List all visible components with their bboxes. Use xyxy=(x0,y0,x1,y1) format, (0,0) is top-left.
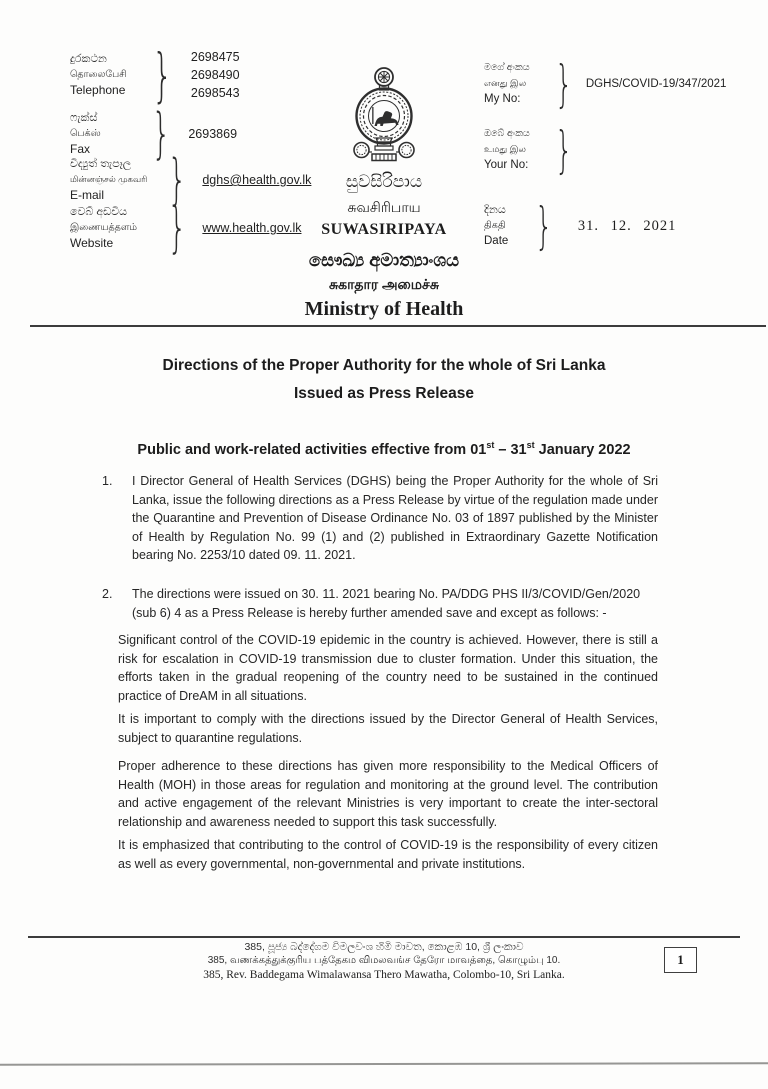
document-subtitle: Public and work-related activities effective from 01st – 31st January 2022 xyxy=(137,440,631,458)
ministry-name-tamil: சுகாதார அமைச்சு xyxy=(329,276,439,292)
brace-glyph: } xyxy=(555,55,573,113)
header-divider xyxy=(30,325,766,327)
telephone-block xyxy=(70,41,240,109)
page-number-badge: 1 xyxy=(664,947,697,973)
website-label: Website xyxy=(70,236,114,250)
your-no-label-tamil: உமது இல xyxy=(484,144,526,154)
sri-lanka-emblem-icon xyxy=(348,66,420,171)
brace-glyph: } xyxy=(535,197,553,255)
date-label-sinhala: දිනය xyxy=(484,204,506,216)
paragraph-number: 2. xyxy=(102,587,113,601)
email-label: E-mail xyxy=(70,188,105,202)
paragraph-number: 1. xyxy=(102,474,113,488)
website-url-link[interactable]: www.health.gov.lk xyxy=(202,221,302,235)
brace-glyph: } xyxy=(167,148,187,211)
body-paragraph-1: Significant control of the COVID-19 epidemic in the country is achieved. However, there is still a risk for escalation in COVID-19 transmission due to cluster formation. Under this situation, the efforts taken in the gradual reopening of the country need to be sustained in the continued practice of DreAM in all situations. xyxy=(118,633,658,703)
document-title xyxy=(84,352,684,408)
brace-glyph: } xyxy=(151,102,171,165)
document-title-line1: Directions of the Proper Authority for the whole of Sri Lanka xyxy=(162,357,606,374)
your-no-label: Your No: xyxy=(484,159,529,171)
fax-label-tamil: பெக்ஸ் xyxy=(70,128,101,139)
fax-number: 2693869 xyxy=(188,127,238,141)
website-label-sinhala: වෙබ් අඩවිය xyxy=(70,206,128,218)
brace-glyph: } xyxy=(555,121,573,179)
numbered-paragraph-2 xyxy=(102,585,658,622)
body-paragraph-4: It is emphasized that contributing to the control of COVID-19 is the responsibility of every citizen as well as every governmental, non-governmental and private institutions. xyxy=(118,838,658,871)
paragraph-text: I Director General of Health Services (DGHS) being the Proper Authority for the whole of Sri Lanka, issue the following directions as a Press Release by virtue of the regulation made under the Quarantine and Prevention of Disease Ordinance No. 03 of 1897 published by the Minister of Health by Regulation No. 99 (1) and (2) published in Extraordinary Gazette Notification bearing No. 2253/10 dated 09. 11. 2021. xyxy=(132,474,658,563)
website-label-tamil: இணையத்தளம் xyxy=(70,222,138,233)
your-no-label-sinhala: ඔබේ අංකය xyxy=(484,128,530,139)
footer-address-english: 385, Rev. Baddegama Wimalawansa Thero Mawatha, Colombo-10, Sri Lanka. xyxy=(203,969,565,981)
my-no-label-sinhala: මගේ අංකය xyxy=(484,62,530,73)
my-no-label-tamil: எனது இல xyxy=(484,78,527,88)
footer-address-sinhala: 385, පූජ්‍ය බද්දේගම විමලවංශ හිමි මාවත, කොළඹ 10, ශ්‍රී ලංකාව xyxy=(244,941,524,953)
numbered-paragraph-1 xyxy=(102,472,658,565)
fax-label-sinhala: ෆැක්ස් xyxy=(70,112,98,124)
telephone-number: 2698543 xyxy=(190,86,240,100)
telephone-number: 2698490 xyxy=(190,68,240,82)
my-no-block xyxy=(484,55,727,113)
email-label-sinhala: විද්‍යුත් තැපෑල xyxy=(70,158,132,170)
telephone-label-tamil: தொலைபேசி xyxy=(70,69,127,80)
ministry-name-english: Ministry of Health xyxy=(304,298,464,320)
email-label-tamil: மின்னஞ்சல் முகவரி xyxy=(70,174,148,184)
brace-glyph: } xyxy=(152,41,173,109)
my-no-label: My No: xyxy=(484,93,521,105)
your-no-block xyxy=(484,121,586,179)
institution-name-english: SUWASIRIPAYA xyxy=(321,221,447,238)
my-no-value: DGHS/COVID-19/347/2021 xyxy=(585,78,727,90)
body-paragraph-3: Proper adherence to these directions has given more responsibility to the Medical Officers of Health (MOH) in those areas for regulation and monitoring at the ground level. The contribution and active engagement of the relevant Ministries is very important to create the inter-sectoral relationship and awareness needed to support this task successfully. xyxy=(118,759,658,829)
telephone-number: 2698475 xyxy=(190,50,240,64)
fax-label: Fax xyxy=(70,142,91,156)
footer-divider xyxy=(28,936,740,938)
telephone-label: Telephone xyxy=(70,83,126,97)
date-label: Date xyxy=(484,235,509,247)
scan-edge-line xyxy=(0,1062,768,1065)
footer-address-tamil: 385, வணக்கத்துக்குரிய பத்தேகம விமலவங்ச தேரோ மாவத்தை, கொழும்பு 10. xyxy=(207,955,561,966)
body-paragraph-2: It is important to comply with the directions issued by the Director General of Health Services, subject to quarantine regulations. xyxy=(118,712,658,745)
date-label-tamil: திகதி xyxy=(484,220,506,231)
institution-name-tamil: சுவசிரிபாய xyxy=(347,199,421,215)
ministry-name-sinhala: සෞඛ්‍ය අමාත්‍යාංශය xyxy=(308,250,460,270)
telephone-label-sinhala: දුරකථන xyxy=(70,53,107,65)
paragraph-text: The directions were issued on 30. 11. 2021 bearing No. PA/DDG PHS II/3/COVID/Gen/2020 (sub 6) 4 as a Press Release is hereby further amended save and except as follows: - xyxy=(132,587,641,620)
institution-name-sinhala: සුවසිරිපාය xyxy=(345,172,423,191)
brace-glyph: } xyxy=(167,196,187,259)
email-address-link[interactable]: dghs@health.gov.lk xyxy=(202,173,312,187)
document-title-line2: Issued as Press Release xyxy=(293,385,475,402)
date-value: 31. 12. 2021 xyxy=(577,217,677,234)
